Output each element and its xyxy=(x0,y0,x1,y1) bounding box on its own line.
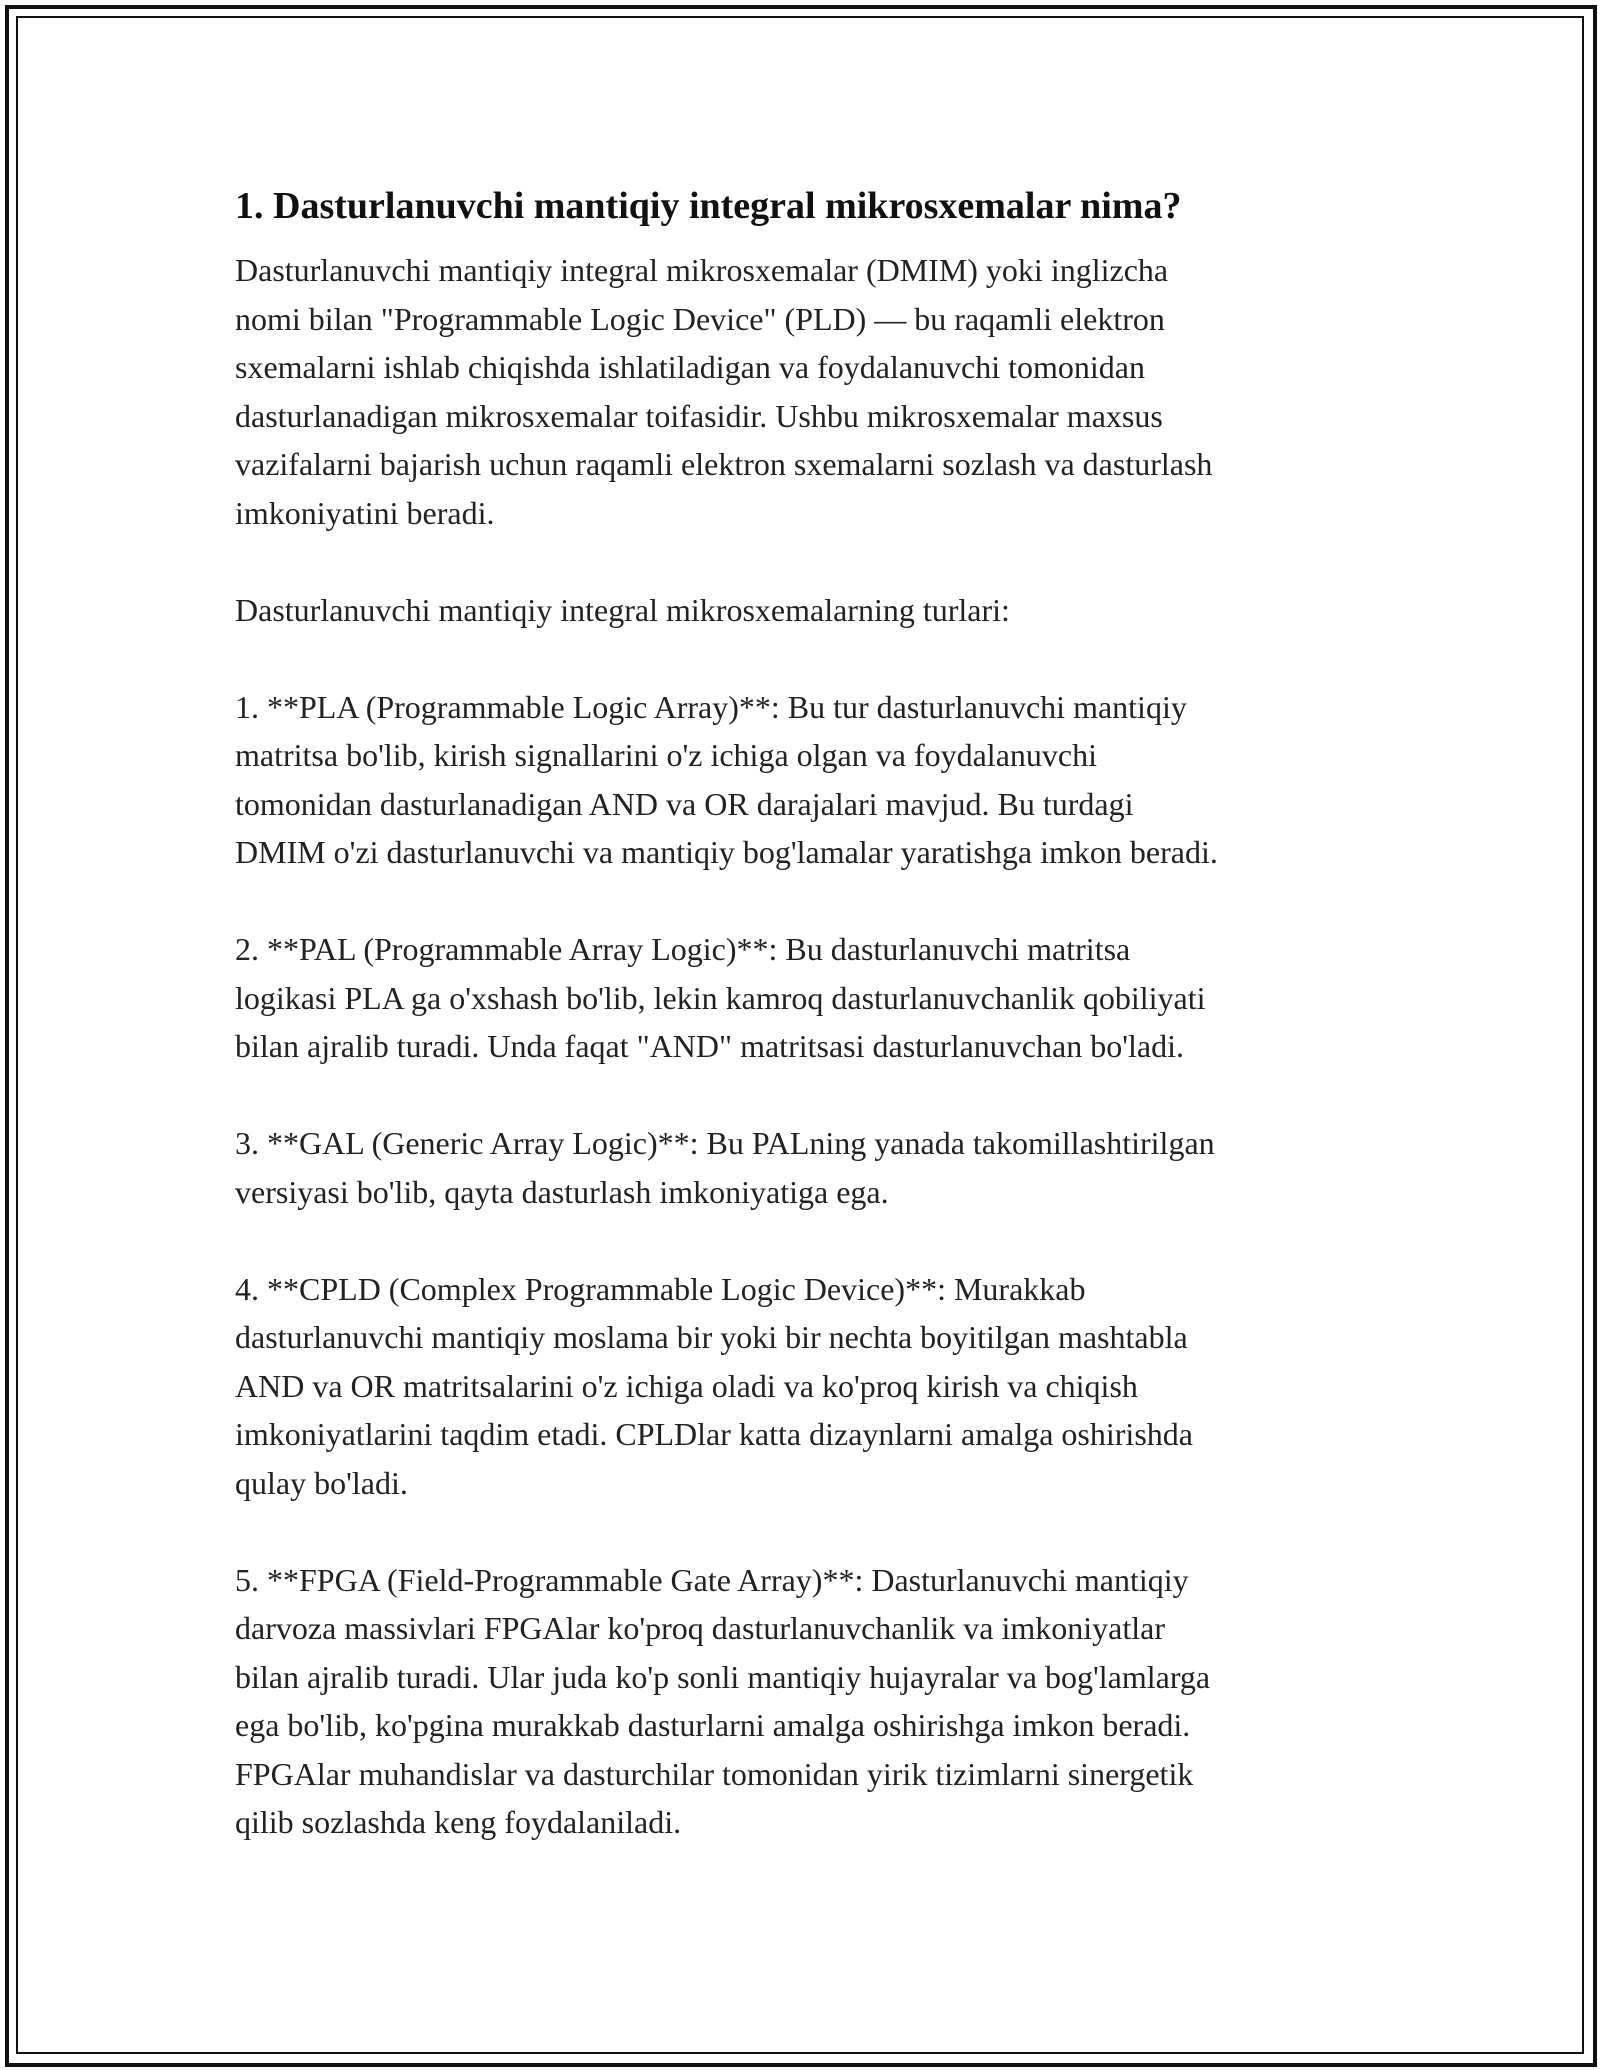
list-item-pla: 1. **PLA (Programmable Logic Array)**: Bu tur dasturlanuvchi mantiqiy matritsa bo'lib, kirish signallarini o'z ichiga olgan va foydalanuvchi tomonidan dasturlanadigan AND va OR darajalari mavjud. Bu turdagi DMIM o'zi dasturlanuvchi va mantiqiy bog'lamalar yaratishga imkon beradi. xyxy=(235,688,1218,870)
list-item-fpga: 5. **FPGA (Field-Programmable Gate Array)**: Dasturlanuvchi mantiqiy darvoza massivlari FPGAlar ko'proq dasturlanuvchanlik va imkoniyatlar bilan ajralib turadi. Ular juda ko'p sonli mantiqiy hujayralar va bog'lamlarga ega bo'lib, ko'pgina murakkab dasturlarni amalga oshirishga imkon beradi. FPGAlar muhandislar va dasturchilar tomonidan yirik tizimlarni sinergetik qilib sozlashda keng foydalaniladi. xyxy=(235,1561,1211,1840)
document-heading: 1. Dasturlanuvchi mantiqiy integral mikrosxemalar nima? xyxy=(235,185,1182,227)
types-lead-paragraph: Dasturlanuvchi mantiqiy integral mikrosxemalarning turlari: xyxy=(235,591,1010,628)
document-body xyxy=(235,180,1375,1847)
intro-paragraph: Dasturlanuvchi mantiqiy integral mikrosxemalar (DMIM) yoki inglizcha nomi bilan "Programmable Logic Device" (PLD) — bu raqamli elektron sxemalarni ishlab chiqishda ishlatiladigan va foydalanuvchi tomonidan dasturlanadigan mikrosxemalar toifasidir. Ushbu mikrosxemalar maxsus vazifalarni bajarish uchun raqamli elektron sxemalarni sozlash va dasturlash imkoniyatini beradi. xyxy=(235,252,1213,531)
list-item-gal: 3. **GAL (Generic Array Logic)**: Bu PALning yanada takomillashtirilgan versiyasi bo'lib, qayta dasturlash imkoniyatiga ega. xyxy=(235,1125,1215,1210)
list-item-cpld: 4. **CPLD (Complex Programmable Logic Device)**: Murakkab dasturlanuvchi mantiqiy moslama bir yoki bir nechta boyitilgan mashtabla AND va OR matritsalarini o'z ichiga oladi va ko'proq kirish va chiqish imkoniyatlarini taqdim etadi. CPLDlar katta dizaynlarni amalga oshirishda qulay bo'ladi. xyxy=(235,1270,1193,1501)
list-item-pal: 2. **PAL (Programmable Array Logic)**: Bu dasturlanuvchi matritsa logikasi PLA ga o'xshash bo'lib, lekin kamroq dasturlanuvchanlik qobiliyati bilan ajralib turadi. Unda faqat "AND" matritsasi dasturlanuvchan bo'ladi. xyxy=(235,931,1206,1064)
